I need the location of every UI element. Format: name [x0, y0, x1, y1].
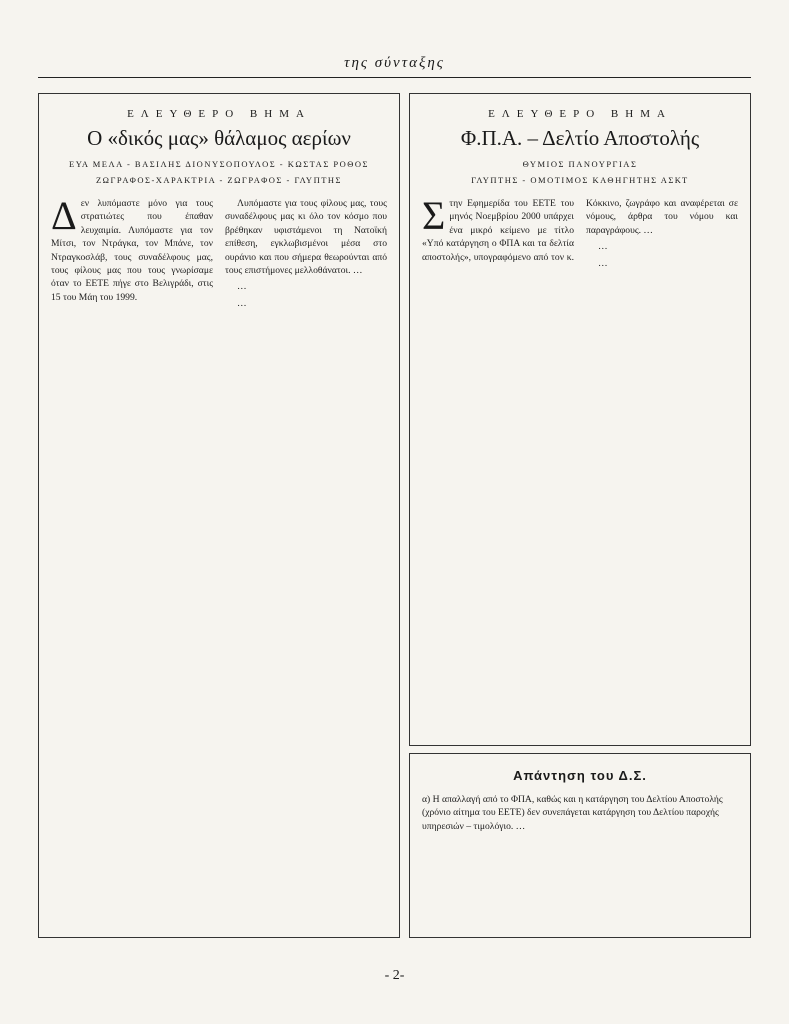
- right-article-body: [422, 193, 738, 270]
- reply-title: Απάντηση του Δ.Σ.: [513, 768, 647, 783]
- right-paragraph-1: …: [598, 241, 608, 253]
- left-article-authors: ΕΥΑ ΜΕΛΑ - ΒΑΣΙΛΗΣ ΔΙΟΝΥΣΟΠΟΥΛΟΣ - ΚΩΣΤΑΣ ΡΟΘΟΣ: [69, 159, 369, 169]
- left-article-title: Ο «δικός μας» θάλαμος αερίων: [87, 126, 351, 150]
- right-article-panel: [409, 93, 751, 746]
- left-paragraph-3: …: [237, 297, 247, 309]
- right-article-author: ΘΥΜΙΟΣ ΠΑΝΟΥΡΓΙΑΣ: [522, 159, 638, 169]
- section-header: της σύνταξης: [344, 55, 445, 71]
- reply-panel: [409, 753, 751, 938]
- left-dropcap: Δ: [51, 193, 77, 238]
- left-article-body: [51, 193, 387, 310]
- left-paragraph-0: Δεν λυπόμαστε μόνο για τους στρατιώτες που έπαθαν λευχαιμία. Λυπόμαστε για τον Μίτσι, τον Ντράγκα, τον Μπάνε, τον Ντραγκοσλάβ, τους συναδέλφους μας, τους φίλους μας που τους γνωρίσαμε όταν το ΕΕΤΕ πήγε στο Βελιγράδι, στις 15 του Μάη του 1999.: [51, 193, 213, 303]
- header-rule: [38, 77, 751, 78]
- left-paragraph-1: Λυπόμαστε για τους φίλους μας, τους συναδέλφους μας κι όλο τον κόσμο που βρέθηκαν υφιστάμενοι τη Νατοϊκή επίθεση, εγκλωβισμένοι μέσα στο ουράνιο και που σήμερα θεωρούνται από τους επιστήμονες μελλοθάνατοι. …: [225, 198, 387, 277]
- left-masthead: ΕΛΕΥΘΕΡΟ ΒΗΜΑ: [127, 108, 311, 120]
- reply-body: [422, 793, 738, 833]
- right-article-title: Φ.Π.Α. – Δελτίο Αποστολής: [460, 126, 700, 150]
- page-number: - 2-: [384, 968, 405, 983]
- right-article-role: ΓΛΥΠΤΗΣ - ΟΜΟΤΙΜΟΣ ΚΑΘΗΓΗΤΗΣ ΑΣΚΤ: [471, 175, 689, 185]
- right-masthead: ΕΛΕΥΘΕΡΟ ΒΗΜΑ: [488, 108, 672, 120]
- reply-paragraph-0: α) Η απαλλαγή από το ΦΠΑ, καθώς και η κατάργηση του Δελτίου Αποστολής (χρόνιο αίτημα του ΕΕΤΕ) δεν συνεπάγεται κατάργηση του Δελτίου παροχής υπηρεσιών – τιμολόγιο. …: [422, 794, 723, 832]
- right-paragraph-0: Στην Εφημερίδα του ΕΕΤΕ του μηνός Νοεμβρίου 2000 υπάρχει ένα μικρό κείμενο με τίτλο «Υπό κατάργηση ο ΦΠΑ και τα δελτία αποστολής», υπογραφόμενο από τον κ. Κόκκινο, ζωγράφο και αναφέρεται σε νόμους, άρθρα του νόμου και παραγράφους. …: [422, 193, 738, 263]
- left-article-panel: [38, 93, 400, 938]
- right-paragraph-2: …: [598, 257, 608, 269]
- left-paragraph-2: …: [237, 281, 247, 293]
- left-article-roles: ΖΩΓΡΑΦΟΣ-ΧΑΡΑΚΤΡΙΑ - ΖΩΓΡΑΦΟΣ - ΓΛΥΠΤΗΣ: [95, 175, 342, 185]
- right-dropcap: Σ: [422, 193, 446, 238]
